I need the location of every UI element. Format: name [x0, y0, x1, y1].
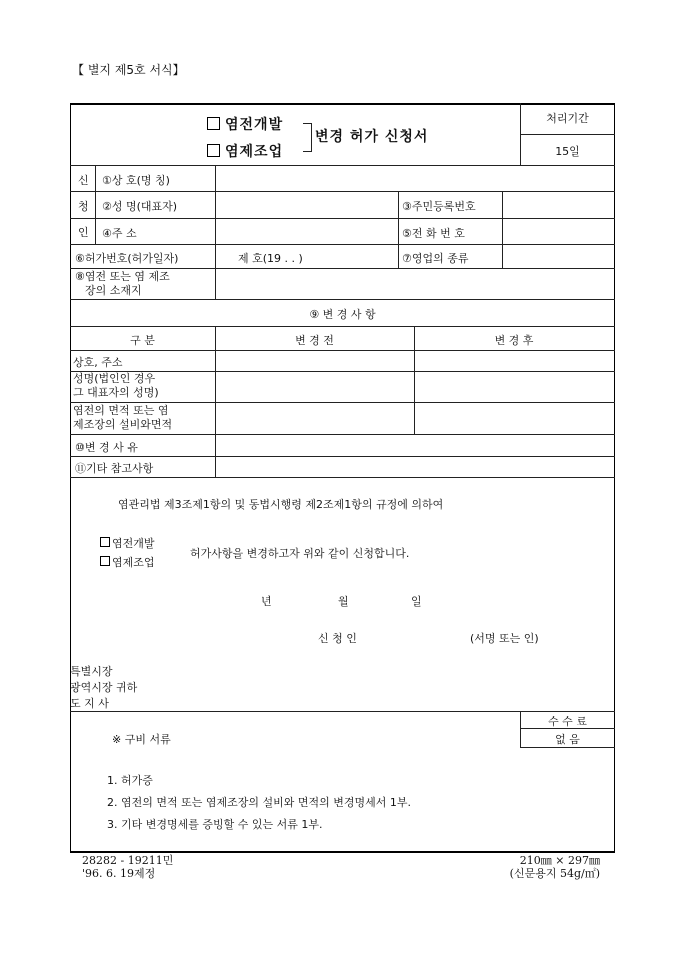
label-change-reason: ⑩변 경 사 유: [75, 441, 138, 454]
label-location: ⑧염전 또는 염 제조 장의 소재지: [75, 270, 170, 297]
frame-bottom: [70, 851, 615, 853]
signature-label: (서명 또는 인): [470, 632, 539, 645]
body-option-manufacturing[interactable]: 염제조업: [100, 554, 155, 570]
option-manufacturing[interactable]: 염제조업: [207, 141, 283, 161]
phone-field[interactable]: [506, 220, 612, 243]
item-trade-address: 상호, 주소: [73, 356, 123, 369]
footer-right: 210㎜ × 297㎜ (신문용지 54g/㎡): [509, 854, 600, 880]
frame-top: [70, 103, 615, 105]
bracket-vertical: [311, 123, 312, 152]
date-month: 월: [338, 595, 349, 608]
applicant-label: 신 청 인: [318, 632, 357, 645]
label-resident-number: ③주민등록번호: [402, 200, 476, 213]
section-changes-title: ⑨ 변 경 사 항: [309, 308, 376, 321]
checkbox-icon[interactable]: [207, 117, 220, 130]
request-text: 허가사항을 변경하고자 위와 같이 신청합니다.: [190, 547, 410, 560]
label-permit-number: ⑥허가번호(허가일자): [75, 252, 179, 265]
label-phone: ⑤전 화 번 호: [402, 227, 465, 240]
side-label-2: 청: [78, 200, 89, 213]
form-number: 【 별지 제5호 서식】: [72, 63, 185, 77]
documents-heading: ※ 구비 서류: [112, 733, 171, 746]
resident-number-field[interactable]: [506, 193, 612, 217]
col-before: 변 경 전: [295, 334, 334, 347]
document-item-2: 2. 염전의 면적 또는 염제조장의 설비와 면적의 변경명세서 1부.: [107, 796, 411, 809]
side-label-1: 신: [78, 174, 89, 187]
body-option-development[interactable]: 염전개발: [100, 535, 155, 551]
date-year: 년: [261, 595, 272, 608]
label-address: ④주 소: [102, 227, 137, 240]
fee-label: 수 수 료: [548, 715, 587, 728]
label-trade-name: ①상 호(명 칭): [102, 174, 170, 187]
trade-name-field[interactable]: [222, 167, 614, 190]
label-name: ②성 명(대표자): [102, 200, 178, 213]
option-development[interactable]: 염전개발: [207, 114, 283, 134]
footer-left: 28282 - 19211민 '96. 6. 19제정: [82, 854, 174, 880]
checkbox-icon[interactable]: [100, 537, 110, 547]
statute-text: 염관리법 제3조제1항의 및 동법시행령 제2조제1항의 규정에 의하여: [118, 498, 444, 511]
document-item-3: 3. 기타 변경명세를 증빙할 수 있는 서류 1부.: [107, 818, 323, 831]
item-name: 성명(법인인 경우 그 대표자의 성명): [73, 372, 159, 399]
address-field[interactable]: [222, 220, 396, 243]
date-day: 일: [411, 595, 422, 608]
location-field[interactable]: [222, 271, 614, 298]
business-type-field[interactable]: [506, 246, 612, 267]
document-item-1: 1. 허가증: [107, 774, 153, 787]
processing-label: 처리기간: [546, 112, 589, 125]
item-area: 염전의 면적 또는 염 제조장의 설비와면적: [73, 404, 173, 431]
name-field[interactable]: [222, 193, 396, 217]
permit-number-field[interactable]: 제 호(19 . . ): [238, 252, 303, 265]
form-title: 변경 허가 신청서: [315, 129, 429, 145]
fee-value: 없 음: [555, 733, 580, 746]
label-other-notes: ⑪기타 참고사항: [75, 462, 154, 475]
bracket-bottom: [303, 151, 312, 152]
addressee: 특별시장 광역시장 귀하 도 지 사: [70, 665, 138, 710]
processing-value: 15일: [555, 145, 580, 158]
col-category: 구 분: [130, 334, 155, 347]
checkbox-icon[interactable]: [100, 556, 110, 566]
col-after: 변 경 후: [494, 334, 534, 347]
label-business-type: ⑦영업의 종류: [402, 252, 469, 265]
side-label-3: 인: [78, 226, 89, 239]
checkbox-icon[interactable]: [207, 144, 220, 157]
